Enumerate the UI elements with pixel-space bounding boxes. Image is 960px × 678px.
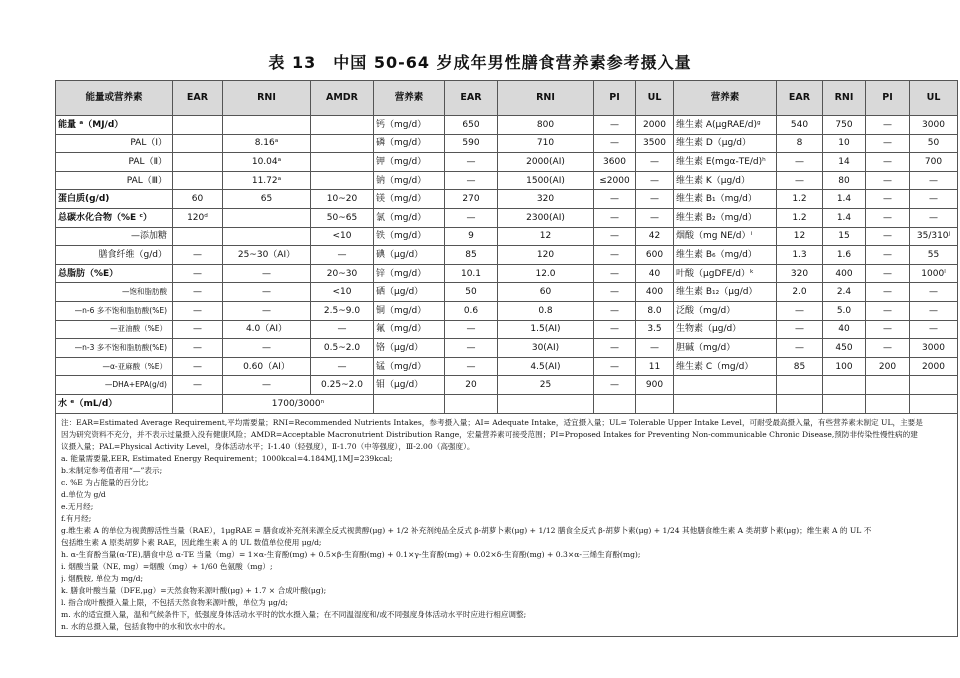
table-cell: — xyxy=(223,339,311,358)
header-cell: RNI xyxy=(223,81,311,116)
table-row xyxy=(56,171,958,190)
table-cell: 590 xyxy=(445,134,498,153)
table-cell: — xyxy=(173,339,223,358)
table-cell: —亚油酸（%E） xyxy=(56,320,173,339)
table-cell xyxy=(311,116,374,135)
table-cell: 烟酸（mg NE/d）ⁱ xyxy=(674,227,777,246)
table-cell xyxy=(173,171,223,190)
table-cell: 0.60（AI） xyxy=(223,357,311,376)
header-cell: PI xyxy=(866,81,910,116)
footnote-line: c. %E 为占能量的百分比; xyxy=(61,477,149,487)
footnote-line: 注：EAR=Estimated Average Requirement,平均需要量；RNI=Recommended Nutrients Intakes，参考摄入量；AI= Adequate Intake，适宜摄入量；UL= Tolerable Upper Intake Level，可耐受最高摄入量，有些营养素未制定 UL，主要是 xyxy=(61,417,923,427)
table-cell: 10.1 xyxy=(445,264,498,283)
table-cell: — xyxy=(173,376,223,395)
table-cell xyxy=(823,376,866,395)
header-cell: AMDR xyxy=(311,81,374,116)
table-cell: 42 xyxy=(636,227,674,246)
notes-row xyxy=(56,413,958,636)
table-cell: 钠（mg/d） xyxy=(374,171,445,190)
table-cell: 750 xyxy=(823,116,866,135)
table-cell: 650 xyxy=(445,116,498,135)
table-cell: — xyxy=(594,116,636,135)
table-cell: — xyxy=(594,301,636,320)
table-cell: 膳食纤维（g/d） xyxy=(56,246,173,265)
table-cell: — xyxy=(866,301,910,320)
table-cell xyxy=(311,153,374,172)
table-cell xyxy=(777,376,823,395)
table-cell: 10 xyxy=(823,134,866,153)
table-cell: — xyxy=(636,339,674,358)
table-cell xyxy=(866,394,910,413)
header-cell: EAR xyxy=(445,81,498,116)
header-cell: 营养素 xyxy=(674,81,777,116)
table-cell xyxy=(498,394,594,413)
table-cell xyxy=(374,394,445,413)
table-cell: 1.5(AI) xyxy=(498,320,594,339)
footnote-line: 议摄入量；PAL=Physical Activity Level，身体活动水平；Ⅰ-1.40（轻强度），Ⅱ-1.70（中等强度），Ⅲ-2.00（高强度）。 xyxy=(61,441,475,451)
footnote-line: 包括维生素 A 原类胡萝卜素 RAE，因此维生素 A 的 UL 数值单位使用 μg/d; xyxy=(61,537,322,547)
table-cell: 锰（mg/d） xyxy=(374,357,445,376)
footnote-line: i. 烟酸当量（NE, mg）=烟酸（mg）+ 1/60 色氨酸（mg）; xyxy=(61,561,273,571)
table-cell: 270 xyxy=(445,190,498,209)
table-cell: — xyxy=(445,320,498,339)
table-cell: — xyxy=(594,246,636,265)
table-cell: 11 xyxy=(636,357,674,376)
table-cell: — xyxy=(866,264,910,283)
table-cell: 维生素 B₁₂（μg/d） xyxy=(674,283,777,302)
table-cell: —添加糖 xyxy=(56,227,173,246)
table-cell: — xyxy=(173,301,223,320)
table-cell: — xyxy=(594,357,636,376)
table-cell: ≤2000 xyxy=(594,171,636,190)
table-cell: 3000 xyxy=(910,339,958,358)
table-cell: 60 xyxy=(498,283,594,302)
table-cell: 3600 xyxy=(594,153,636,172)
table-cell: — xyxy=(777,339,823,358)
table-cell: 维生素 E(mgα-TE/d)ʰ xyxy=(674,153,777,172)
table-cell xyxy=(910,376,958,395)
table-cell: — xyxy=(910,190,958,209)
table-cell: 12 xyxy=(777,227,823,246)
table-cell: 蛋白质(g/d) xyxy=(56,190,173,209)
table-cell: — xyxy=(311,320,374,339)
table-cell: 3.5 xyxy=(636,320,674,339)
footnote-line: g.维生素 A 的单位为视黄醇活性当量（RAE），1μgRAE = 膳食或补充剂来源全反式视黄醇(μg) + 1/2 补充剂纯品全反式 β-胡萝卜素(μg) + 1/12 膳食全反式 β-胡萝卜素(μg) + 1/24 其他膳食维生素 A 类胡萝卜素(μg)；维生素 A 的 UL 不 xyxy=(61,525,872,535)
table-cell: —n-6 多不饱和脂肪酸(%E) xyxy=(56,301,173,320)
table-cell: 35/310ʲ xyxy=(910,227,958,246)
table-cell: 2000(AI) xyxy=(498,153,594,172)
table-cell xyxy=(674,376,777,395)
table-cell xyxy=(223,208,311,227)
table-cell: — xyxy=(594,376,636,395)
table-cell: 8 xyxy=(777,134,823,153)
table-cell: 800 xyxy=(498,116,594,135)
footnote-line: m. 水的适宜摄入量，温和气候条件下，低强度身体活动水平时的饮水摄入量；在不同温湿度和/或不同强度身体活动水平时应进行相应调整; xyxy=(61,609,527,619)
table-cell: 氯（mg/d） xyxy=(374,208,445,227)
table-cell: 12 xyxy=(498,227,594,246)
table-cell: 维生素 C（mg/d） xyxy=(674,357,777,376)
table-cell: 能量 ᵃ（MJ/d） xyxy=(56,116,173,135)
table-cell xyxy=(173,227,223,246)
table-cell: 50 xyxy=(910,134,958,153)
table-cell: 5.0 xyxy=(823,301,866,320)
table-cell: — xyxy=(910,301,958,320)
table-cell: — xyxy=(777,301,823,320)
table-cell xyxy=(223,227,311,246)
table-cell: — xyxy=(223,376,311,395)
footnote-line: 因为研究资料不充分，并不表示过量摄入没有健康风险；AMDR=Acceptable Macronutrient Distribution Range，宏量营养素可接受范围；PI=Proposed Intakes for Preventing Non-communicable Chronic Disease,预防非传染性慢性病的建 xyxy=(61,429,918,439)
table-cell: — xyxy=(445,339,498,358)
table-cell: 710 xyxy=(498,134,594,153)
footnotes xyxy=(56,413,958,636)
table-cell: 1.6 xyxy=(823,246,866,265)
table-cell: 0.8 xyxy=(498,301,594,320)
table-cell: — xyxy=(594,283,636,302)
header-cell: EAR xyxy=(777,81,823,116)
table-cell: — xyxy=(866,246,910,265)
table-cell: — xyxy=(445,171,498,190)
footnote-line: j. 烟酰胺, 单位为 mg/d; xyxy=(61,573,144,583)
table-cell: 200 xyxy=(866,357,910,376)
table-row xyxy=(56,246,958,265)
table-cell: 50~65 xyxy=(311,208,374,227)
table-cell: — xyxy=(777,171,823,190)
table-cell: 水 ᵉ（mL/d） xyxy=(56,394,173,413)
table-cell: 1500(AI) xyxy=(498,171,594,190)
table-cell: 10.04ᵃ xyxy=(223,153,311,172)
table-cell: 65 xyxy=(223,190,311,209)
table-cell: 叶酸（μgDFE/d）ᵏ xyxy=(674,264,777,283)
table-cell: — xyxy=(173,264,223,283)
header-cell: RNI xyxy=(498,81,594,116)
header-cell: UL xyxy=(636,81,674,116)
table-cell: 1.2 xyxy=(777,208,823,227)
table-cell xyxy=(173,153,223,172)
table-row xyxy=(56,283,958,302)
table-cell: 生物素（μg/d） xyxy=(674,320,777,339)
table-cell xyxy=(311,134,374,153)
table-cell: — xyxy=(173,357,223,376)
table-cell xyxy=(674,394,777,413)
table-row xyxy=(56,320,958,339)
table-row xyxy=(56,134,958,153)
table-row xyxy=(56,153,958,172)
table-cell: — xyxy=(910,320,958,339)
table-cell: 硒（μg/d） xyxy=(374,283,445,302)
table-cell: — xyxy=(866,171,910,190)
table-cell: — xyxy=(636,171,674,190)
table-row xyxy=(56,394,958,413)
table-cell: 2.0 xyxy=(777,283,823,302)
table-cell: 40 xyxy=(823,320,866,339)
table-cell xyxy=(173,394,223,413)
table-cell: 氟（mg/d） xyxy=(374,320,445,339)
table-cell: 铜（mg/d） xyxy=(374,301,445,320)
table-cell: 维生素 D（μg/d） xyxy=(674,134,777,153)
table-cell: 320 xyxy=(777,264,823,283)
table-cell: 2000 xyxy=(910,357,958,376)
table-cell: 8.0 xyxy=(636,301,674,320)
table-cell: 55 xyxy=(910,246,958,265)
table-cell xyxy=(866,376,910,395)
table-cell: 400 xyxy=(636,283,674,302)
table-row xyxy=(56,376,958,395)
table-cell: 泛酸（mg/d） xyxy=(674,301,777,320)
table-cell: — xyxy=(173,283,223,302)
table-cell: 12.0 xyxy=(498,264,594,283)
table-cell: — xyxy=(594,320,636,339)
table-cell: 85 xyxy=(777,357,823,376)
table-cell: <10 xyxy=(311,227,374,246)
table-cell: 320 xyxy=(498,190,594,209)
table-cell: 25~30（AI） xyxy=(223,246,311,265)
table-cell: 10~20 xyxy=(311,190,374,209)
table-cell xyxy=(823,394,866,413)
table-cell: — xyxy=(636,208,674,227)
table-cell: — xyxy=(636,190,674,209)
table-cell: 1.4 xyxy=(823,208,866,227)
table-cell: 400 xyxy=(823,264,866,283)
table-cell: 9 xyxy=(445,227,498,246)
table-cell: — xyxy=(910,208,958,227)
table-cell: — xyxy=(866,320,910,339)
table-cell xyxy=(445,394,498,413)
table-row xyxy=(56,227,958,246)
table-row xyxy=(56,116,958,135)
table-row xyxy=(56,208,958,227)
table-cell: — xyxy=(866,208,910,227)
table-cell: 1.2 xyxy=(777,190,823,209)
table-cell: — xyxy=(777,320,823,339)
header-cell: RNI xyxy=(823,81,866,116)
table-cell: 铬（μg/d） xyxy=(374,339,445,358)
table-cell xyxy=(311,171,374,190)
table-cell: 120 xyxy=(498,246,594,265)
footnote-line: b.未制定参考值者用“—”表示; xyxy=(61,465,163,475)
table-cell xyxy=(223,116,311,135)
table-cell: — xyxy=(173,246,223,265)
table-cell: — xyxy=(866,227,910,246)
table-row xyxy=(56,190,958,209)
table-cell: 20 xyxy=(445,376,498,395)
table-cell: PAL（Ⅱ） xyxy=(56,153,173,172)
table-cell: — xyxy=(866,153,910,172)
header-cell: EAR xyxy=(173,81,223,116)
table-cell: 2300(AI) xyxy=(498,208,594,227)
table-cell: 60 xyxy=(173,190,223,209)
table-cell: — xyxy=(866,339,910,358)
table-cell: 锌（mg/d） xyxy=(374,264,445,283)
table-cell: 3000 xyxy=(910,116,958,135)
table-cell: — xyxy=(223,264,311,283)
table-cell: 450 xyxy=(823,339,866,358)
table-cell: — xyxy=(777,153,823,172)
table-cell: 1.4 xyxy=(823,190,866,209)
table-cell: 30(AI) xyxy=(498,339,594,358)
table-cell: 维生素 B₁（mg/d） xyxy=(674,190,777,209)
table-cell: 1000ˡ xyxy=(910,264,958,283)
header-cell: 能量或营养素 xyxy=(56,81,173,116)
footnote-line: k. 膳食叶酸当量（DFE,μg）=天然食物来源叶酸(μg) + 1.7 × 合成叶酸(μg); xyxy=(61,585,327,595)
table-cell: — xyxy=(866,116,910,135)
table-cell: 0.6 xyxy=(445,301,498,320)
footnote-line: f.有月经; xyxy=(61,513,92,523)
table-cell: 2.5~9.0 xyxy=(311,301,374,320)
table-cell: 钾（mg/d） xyxy=(374,153,445,172)
table-cell: — xyxy=(445,357,498,376)
table-cell: 85 xyxy=(445,246,498,265)
table-cell: 3500 xyxy=(636,134,674,153)
table-cell: 50 xyxy=(445,283,498,302)
table-cell: — xyxy=(594,134,636,153)
footnote-line: l. 指合成叶酸摄入量上限，不包括天然食物来源叶酸，单位为 μg/d; xyxy=(61,597,288,607)
table-row xyxy=(56,264,958,283)
footnote-line: n. 水的总摄入量，包括食物中的水和饮水中的水。 xyxy=(61,621,231,631)
table-cell: — xyxy=(594,339,636,358)
table-cell: 700 xyxy=(910,153,958,172)
table-cell: —饱和脂肪酸 xyxy=(56,283,173,302)
table-cell: 80 xyxy=(823,171,866,190)
table-cell: 镁（mg/d） xyxy=(374,190,445,209)
table-cell: 碘（μg/d） xyxy=(374,246,445,265)
table-cell: — xyxy=(636,153,674,172)
table-cell: 维生素 A(μgRAE/d)ᵍ xyxy=(674,116,777,135)
footnote-line: e.无月经; xyxy=(61,501,94,511)
table-cell: — xyxy=(594,190,636,209)
footnote-line: d.单位为 g/d xyxy=(61,489,106,499)
table-cell: — xyxy=(445,208,498,227)
footnote-line: a. 能量需要量,EER, Estimated Energy Requirement；1000kcal=4.184MJ,1MJ=239kcal; xyxy=(61,453,393,463)
table-cell: 40 xyxy=(636,264,674,283)
table-cell: 600 xyxy=(636,246,674,265)
table-cell: — xyxy=(866,134,910,153)
table-cell: 8.16ᵃ xyxy=(223,134,311,153)
table-cell: — xyxy=(223,283,311,302)
table-cell: 0.5~2.0 xyxy=(311,339,374,358)
table-cell: 4.5(AI) xyxy=(498,357,594,376)
table-cell xyxy=(173,134,223,153)
table-cell: PAL（Ⅰ） xyxy=(56,134,173,153)
table-cell: — xyxy=(910,171,958,190)
table-cell: — xyxy=(311,246,374,265)
table-cell: 胆碱（mg/d） xyxy=(674,339,777,358)
table-row xyxy=(56,357,958,376)
table-cell: 磷（mg/d） xyxy=(374,134,445,153)
header-cell: 营养素 xyxy=(374,81,445,116)
table-cell: — xyxy=(866,283,910,302)
table-cell: — xyxy=(594,227,636,246)
table-cell: — xyxy=(223,301,311,320)
table-cell: 900 xyxy=(636,376,674,395)
table-cell: —n-3 多不饱和脂肪酸(%E) xyxy=(56,339,173,358)
table-cell: — xyxy=(910,283,958,302)
table-cell: — xyxy=(594,208,636,227)
table-cell: —α-亚麻酸（%E） xyxy=(56,357,173,376)
table-cell: 1700/3000ⁿ xyxy=(223,394,374,413)
footnote-line: h. α-生育酚当量(α-TE),膳食中总 α-TE 当量（mg）= 1×α-生育酚(mg) + 0.5×β-生育酚(mg) + 0.1×γ-生育酚(mg) + 0.02×δ-生育酚(mg) + 0.3×α-三烯生育酚(mg); xyxy=(61,549,641,559)
table-cell: — xyxy=(311,357,374,376)
page-title: 表 13 中国 50-64 岁成年男性膳食营养素参考摄入量 xyxy=(268,53,692,72)
table-cell: 120ᵈ xyxy=(173,208,223,227)
table-cell: 1.3 xyxy=(777,246,823,265)
table-row xyxy=(56,301,958,320)
nutrient-reference-table xyxy=(55,80,958,637)
table-header-row xyxy=(56,81,958,116)
table-cell: <10 xyxy=(311,283,374,302)
table-cell: 11.72ᵃ xyxy=(223,171,311,190)
table-cell xyxy=(636,394,674,413)
table-cell: 钙（mg/d） xyxy=(374,116,445,135)
table-cell: 0.25~2.0 xyxy=(311,376,374,395)
table-row xyxy=(56,339,958,358)
table-cell: 钼（μg/d） xyxy=(374,376,445,395)
table-cell: 100 xyxy=(823,357,866,376)
table-cell: 20~30 xyxy=(311,264,374,283)
table-cell: — xyxy=(594,264,636,283)
table-cell: 4.0（AI） xyxy=(223,320,311,339)
table-cell: 总脂肪（%E） xyxy=(56,264,173,283)
table-cell: 总碳水化合物（%E ᶜ） xyxy=(56,208,173,227)
table-cell: 15 xyxy=(823,227,866,246)
table-cell xyxy=(910,394,958,413)
table-cell: 540 xyxy=(777,116,823,135)
table-cell: 维生素 B₂（mg/d） xyxy=(674,208,777,227)
header-cell: UL xyxy=(910,81,958,116)
table-cell: 2000 xyxy=(636,116,674,135)
table-cell: — xyxy=(866,190,910,209)
table-cell: 维生素 K（μg/d） xyxy=(674,171,777,190)
table-cell: 2.4 xyxy=(823,283,866,302)
table-cell: 铁（mg/d） xyxy=(374,227,445,246)
table-cell: 维生素 B₆（mg/d） xyxy=(674,246,777,265)
table-cell: PAL（Ⅲ） xyxy=(56,171,173,190)
header-cell: PI xyxy=(594,81,636,116)
table-cell xyxy=(594,394,636,413)
table-cell: 14 xyxy=(823,153,866,172)
table-cell: — xyxy=(173,320,223,339)
table-cell: —DHA+EPA(g/d) xyxy=(56,376,173,395)
table-cell: — xyxy=(445,153,498,172)
table-cell: 25 xyxy=(498,376,594,395)
table-cell xyxy=(173,116,223,135)
table-cell xyxy=(777,394,823,413)
